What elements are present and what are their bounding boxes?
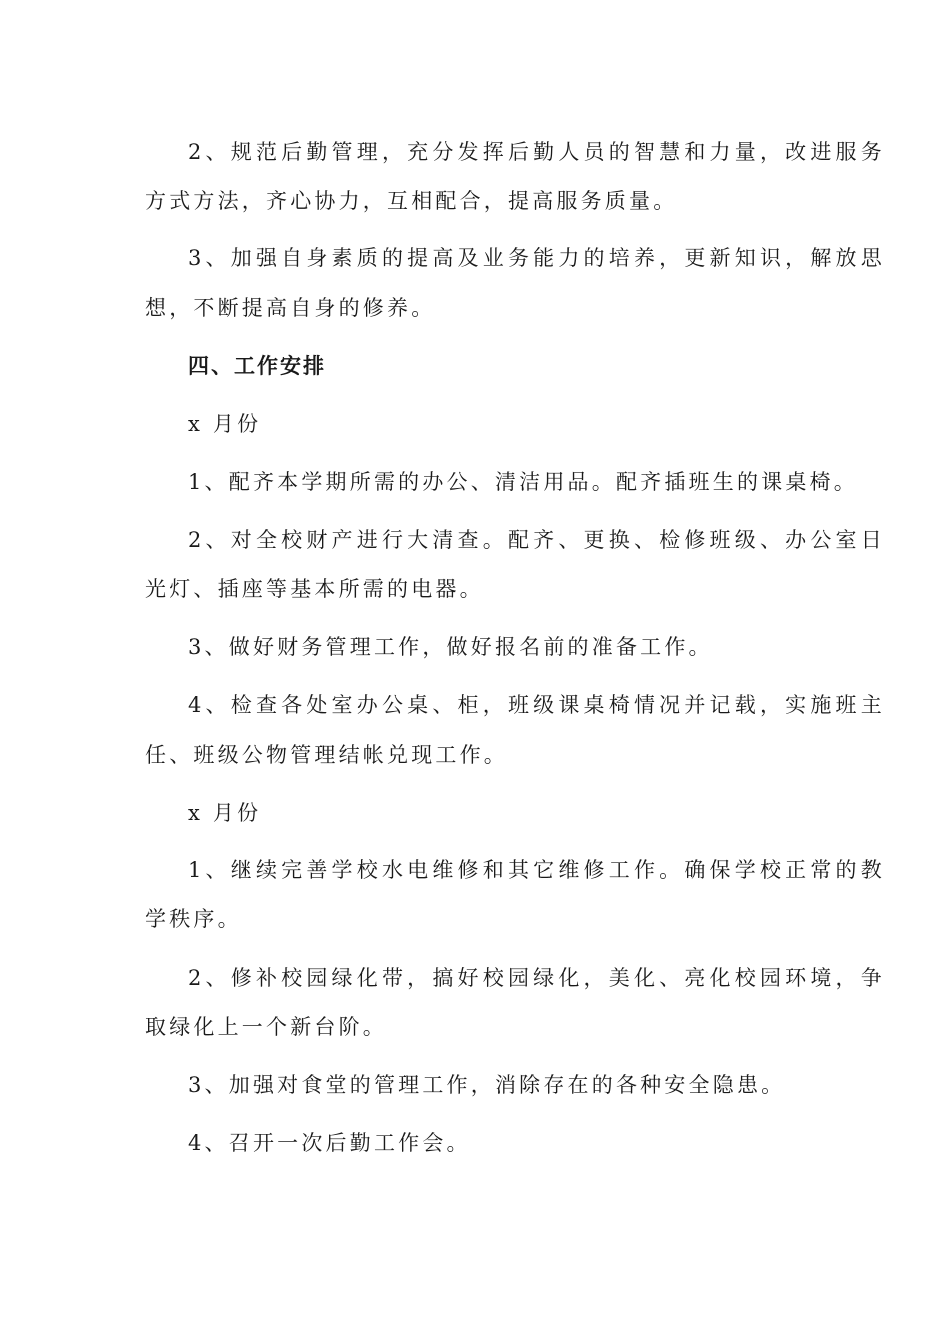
paragraph-line: 3、加强自身素质的提高及业务能力的培养，更新知识，解放思 — [188, 246, 886, 270]
section-heading: 四、工作安排 — [188, 354, 326, 378]
list-item-continuation: 学秩序。 — [145, 907, 242, 931]
month-label: x 月份 — [188, 801, 262, 825]
month-label: x 月份 — [188, 412, 262, 436]
list-item: 2、对全校财产进行大清查。配齐、更换、检修班级、办公室日 — [188, 528, 886, 552]
list-item: 3、做好财务管理工作，做好报名前的准备工作。 — [188, 635, 713, 659]
list-item: 4、检查各处室办公桌、柜，班级课桌椅情况并记载，实施班主 — [188, 693, 886, 717]
list-item-continuation: 任、班级公物管理结帐兑现工作。 — [145, 743, 508, 767]
list-item: 1、配齐本学期所需的办公、清洁用品。配齐插班生的课桌椅。 — [188, 470, 858, 494]
list-item: 3、加强对食堂的管理工作，消除存在的各种安全隐患。 — [188, 1073, 786, 1097]
paragraph-line: 方式方法，齐心协力，互相配合，提高服务质量。 — [145, 189, 678, 213]
paragraph-line: 想，不断提高自身的修养。 — [145, 296, 436, 320]
paragraph-line: 2、规范后勤管理，充分发挥后勤人员的智慧和力量，改进服务 — [188, 140, 886, 164]
list-item: 2、修补校园绿化带，搞好校园绿化，美化、亮化校园环境，争 — [188, 966, 886, 990]
list-item-continuation: 光灯、插座等基本所需的电器。 — [145, 577, 484, 601]
list-item: 1、继续完善学校水电维修和其它维修工作。确保学校正常的教 — [188, 858, 886, 882]
list-item-continuation: 取绿化上一个新台阶。 — [145, 1015, 387, 1039]
list-item: 4、召开一次后勤工作会。 — [188, 1131, 471, 1155]
